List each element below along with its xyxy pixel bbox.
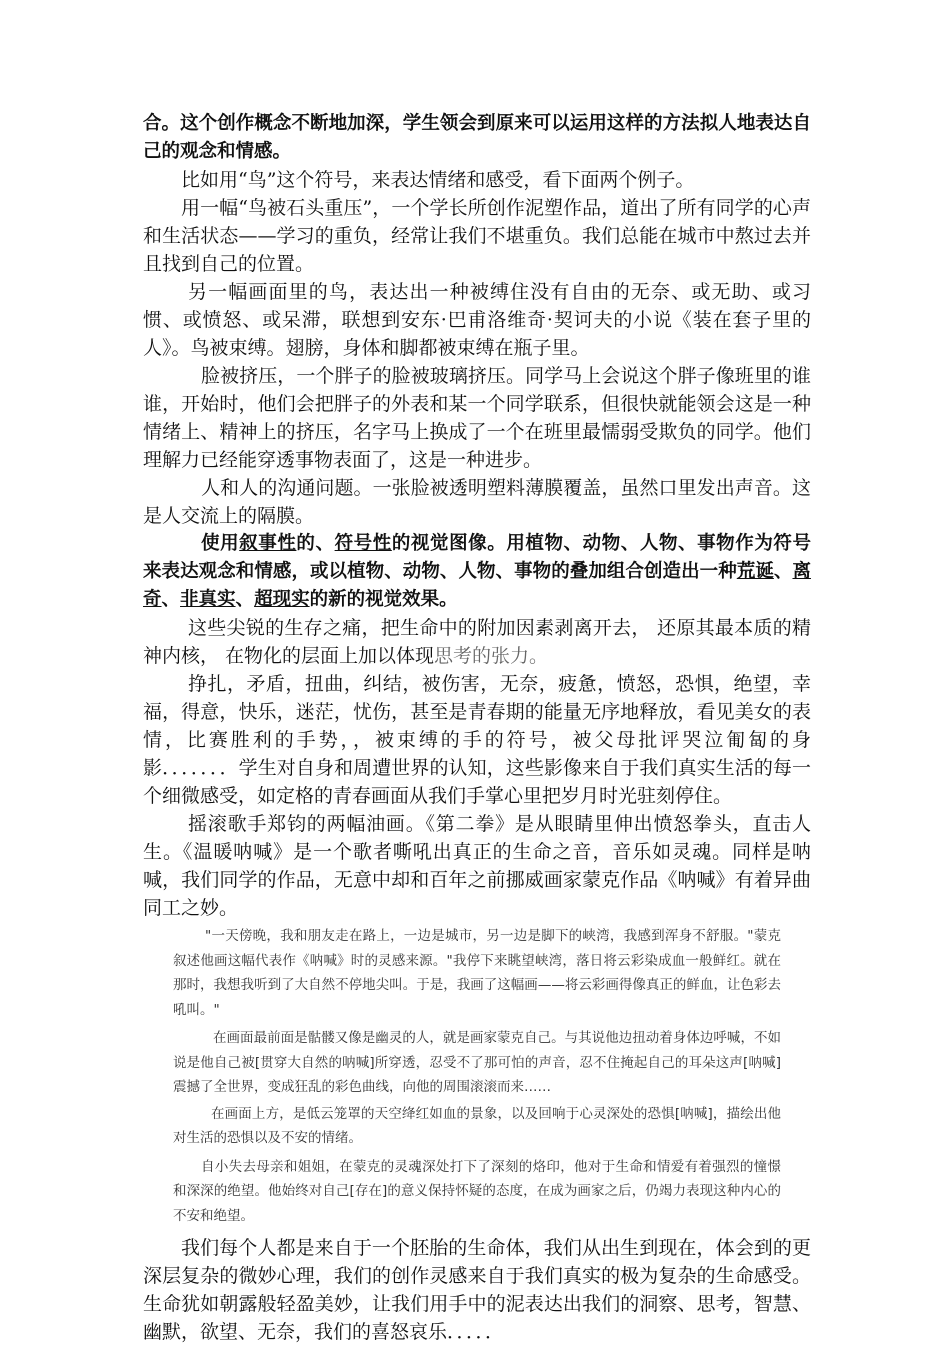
text-fragment: 使用 [201,533,240,554]
paragraph-life-inspiration: 我们每个人都是来自于一个胚胎的生命体，我们从出生到现在，体会到的更深层复杂的微妙心理，我们的创作灵感来自于我们真实的极为复杂的生命感受。生命犹如朝露般轻盈美妙，让我们用手中的泥表达出我们的洞察、思考，智慧、幽默，欲望、无奈，我们的喜怒哀乐．．．．． [143,1237,811,1343]
text-fragment: 的、 [296,533,335,554]
text-fragment: 这些尖锐的生存之痛，把生命中的附加因素剥离开去， 还原其最本质的精神内核， 在物化的层面上加以体现 [143,617,811,667]
document-body [143,110,811,1346]
paragraph-bird-symbol: 比如用“鸟”这个符号，来表达情绪和感受，看下面两个例子。 [181,169,695,191]
underlined-term-bizarre: 离奇 [143,561,811,610]
paragraph-zheng-jun-paintings: 摇滚歌手郑钧的两幅油画。《第二拳》是从眼睛里伸出愤怒拳头，直击人生。《温暖呐喊》是一个歌者嘶吼出真正的生命之音，音乐如灵魂。同样是呐喊，我们同学的作品，无意中却和百年之前挪威画家蒙克作品《呐喊》有着异曲同工之妙。 [143,813,811,919]
paragraph-pain-of-existence [143,614,811,670]
quote-munch-sky: 在画面上方，是低云笼罩的天空绛红如血的景象，以及回响于心灵深处的恐惧[呐喊]，描绘出他对生活的恐惧以及不安的情绪。 [173,1105,781,1146]
paragraph-communication: 人和人的沟通问题。一张脸被透明塑料薄膜覆盖，虽然口里发出声音。这是人交流上的隔膜。 [143,477,811,527]
quote-munch-foreground: 在画面最前面是骷髅又像是幽灵的人，就是画家蒙克自己。与其说他边扭动着身体边呼喊，不如说是他自己被[贯穿大自然的呐喊]所穿透，忍受不了那可怕的声音，忍不住掩起自己的耳朵这声[呐喊]震撼了全世界，变成狂乱的彩色曲线，向他的周围滚滚而来…… [173,1030,781,1095]
text-fragment: 的视觉图像。用植物、动物、人物、事物作为符号来表达观念和情感，或以植物、动物、人物、事物的叠加组合创造出一种 [143,533,811,582]
quote-munch-childhood: 自小失去母亲和姐姐，在蒙克的灵魂深处打下了深刻的烙印，他对于生命和情爱有着强烈的憧憬和深深的绝望。他始终对自己[存在]的意义保持怀疑的态度，在成为画家之后，仍竭力表现这种内心的不安和绝望。 [173,1158,781,1224]
paragraph-bird-bound: 另一幅画面里的鸟，表达出一种被缚住没有自由的无奈、或无助、或习惯、或愤怒、或呆滞，联想到安东·巴甫洛维奇·契诃夫的小说《装在套子里的人》。鸟被束缚。翅膀，身体和脚都被束缚在瓶子里。 [143,281,811,359]
text-fragment: 、 [161,589,181,610]
muted-text-tension: 思考的张力。 [434,645,549,667]
paragraph-face-squeezed: 脸被挤压，一个胖子的脸被玻璃挤压。同学马上会说这个胖子像班里的谁谁，开始时，他们会把胖子的外表和某一个同学联系，但很快就能领会这是一种情绪上、精神上的挤压，名字马上换成了一个在班里最懦弱受欺负的同学。他们理解力已经能穿透事物表面了，这是一种进步。 [143,365,811,471]
underlined-term-symbolic: 符号性 [334,533,392,554]
underlined-term-surreal: 超现实 [254,589,310,610]
paragraph-bird-under-stone: 用一幅“鸟被石头重压”，一个学长所创作泥塑作品，道出了所有同学的心声和生活状态——学习的重负，经常让我们不堪重负。我们总能在城市中熬过去并且找到自己的位置。 [143,197,811,275]
underlined-term-unreal: 非真实 [180,589,236,610]
underlined-term-narrative: 叙事性 [239,533,297,554]
quote-munch-inspiration: "一天傍晚，我和朋友走在路上，一边是城市，另一边是脚下的峡湾，我感到浑身不舒服。"蒙克叙述他画这幅代表作《呐喊》时的灵感来源。"我停下来眺望峡湾，落日将云彩染成血一般鲜红。就在那时，我想我听到了大自然不停地尖叫。于是，我画了这幅画——将云彩画得像真正的鲜血，让色彩去吼叫。" [173,928,781,1018]
text-fragment: 、 [773,561,793,582]
paragraph-creative-concept: 合。这个创作概念不断地加深，学生领会到原来可以运用这样的方法拟人地表达自己的观念和情感。 [143,113,811,162]
paragraph-emotions-list: 挣扎，矛盾，扭曲，纠结，被伤害，无奈，疲惫，愤怒，恐惧，绝望，幸福，得意，快乐，迷茫，忧伤，甚至是青春期的能量无序地释放，看见美女的表情，比赛胜利的手势，，被束缚的手的符号，被父母批评哭泣匍匐的身影．．．．．．．学生对自身和周遭世界的认知，这些影像来自于我们真实生活的每一个细微感受，如定格的青春画面从我们手掌心里把岁月时光驻刻停住。 [143,673,811,807]
underlined-term-absurd: 荒诞 [736,561,774,582]
text-fragment: 的新的视觉效果。 [309,589,458,610]
text-fragment: 、 [235,589,255,610]
paragraph-narrative-symbolic [143,530,811,614]
